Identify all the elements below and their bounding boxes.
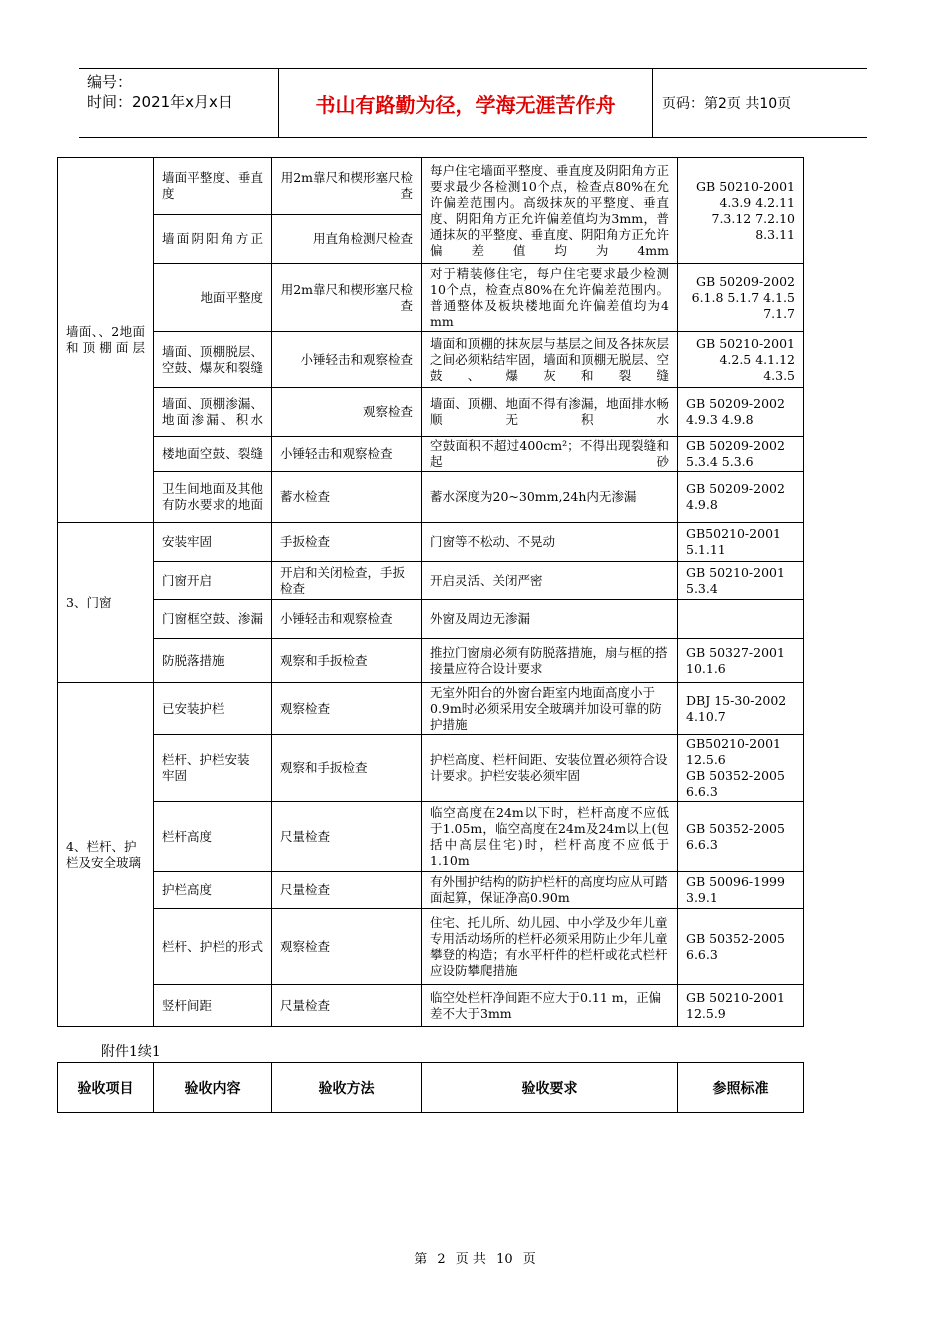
check-content: 墙面阴阳角方正	[154, 215, 272, 264]
reference-standard: GB 50352-2005 6.6.3	[678, 909, 804, 985]
check-requirement: 蓄水深度为20~30mm,24h内无渗漏	[422, 472, 678, 523]
check-method: 观察检查	[272, 683, 422, 735]
reference-standard: GB50210-2001 12.5.6 GB 50352-2005 6.6.3	[678, 735, 804, 802]
check-method: 尺量检查	[272, 985, 422, 1027]
reference-standard: GB 50327-2001 10.1.6	[678, 639, 804, 683]
check-method: 小锤轻击和观察检查	[272, 332, 422, 388]
check-requirement: 门窗等不松动、不晃动	[422, 523, 678, 562]
group-name: 4、栏杆、护栏及安全玻璃	[58, 683, 154, 1027]
check-content: 墙面平整度、垂直度	[154, 158, 272, 215]
header-meta	[79, 69, 279, 137]
check-method: 小锤轻击和观察检查	[272, 437, 422, 472]
reference-standard: GB 50210-2001 12.5.9	[678, 985, 804, 1027]
table-row	[58, 872, 804, 909]
table-row	[58, 523, 804, 562]
check-method: 观察和手扳检查	[272, 735, 422, 802]
check-requirement: 外窗及周边无渗漏	[422, 600, 678, 639]
check-method: 观察检查	[272, 909, 422, 985]
table-row	[58, 562, 804, 600]
check-content: 栏杆、护栏安装 牢固	[154, 735, 272, 802]
col-header-method: 验收方法	[272, 1063, 422, 1113]
table-row	[58, 472, 804, 523]
check-content: 门窗开启	[154, 562, 272, 600]
check-method: 用2m靠尺和楔形塞尺检查	[272, 264, 422, 332]
table-row	[58, 735, 804, 802]
attachment-label: 附件1续1	[101, 1044, 161, 1060]
reference-standard: GB50210-2001 5.1.11	[678, 523, 804, 562]
group-name: 墙面、、2地面和顶棚面层	[58, 158, 154, 523]
check-method: 小锤轻击和观察检查	[272, 600, 422, 639]
check-content: 门窗框空鼓、渗漏	[154, 600, 272, 639]
check-content: 栏杆高度	[154, 802, 272, 872]
check-content: 地面平整度	[154, 264, 272, 332]
check-requirement: 住宅、托儿所、幼儿园、中小学及少年儿童专用活动场所的栏杆必须采用防止少年儿童攀登的构造；有水平杆件的栏杆或花式栏杆应设防攀爬措施	[422, 909, 678, 985]
check-requirement: 每户住宅墙面平整度、垂直度及阴阳角方正要求最少各检测10个点，检查点80%在允许偏差范围内。高级抹灰的平整度、垂直度、阴阳角方正允许偏差值均为3mm，普通抹灰的平整度、垂直度、阴阳角方正允许偏差值均为4mm	[422, 158, 678, 264]
check-method: 观察和手扳检查	[272, 639, 422, 683]
inspection-table	[57, 157, 804, 1027]
continuation-header-table	[57, 1062, 804, 1113]
check-requirement: 墙面、顶棚、地面不得有渗漏，地面排水畅顺无积水	[422, 388, 678, 437]
reference-standard	[678, 600, 804, 639]
reference-standard: GB 50210-2001 4.3.9 4.2.11 7.3.12 7.2.10 8.3.11	[678, 158, 804, 264]
table-row	[58, 802, 804, 872]
check-method: 观察检查	[272, 388, 422, 437]
page-footer-pre: 第	[414, 1252, 428, 1267]
check-requirement: 对于精装修住宅，每户住宅要求最少检测10个点，检查点80%在允许偏差范围内。普通整体及板块楼地面允许偏差值均为4 mm	[422, 264, 678, 332]
col-header-requirement: 验收要求	[422, 1063, 678, 1113]
table-row	[58, 639, 804, 683]
page-header	[79, 68, 867, 138]
check-content: 已安装护栏	[154, 683, 272, 735]
reference-standard: GB 50209-2002 4.9.3 4.9.8	[678, 388, 804, 437]
check-requirement: 临空处栏杆净间距不应大于0.11 m，正偏差不大于3mm	[422, 985, 678, 1027]
table-row	[58, 332, 804, 388]
check-method: 开启和关闭检查，手扳检查	[272, 562, 422, 600]
check-content: 楼地面空鼓、裂缝	[154, 437, 272, 472]
check-requirement: 无室外阳台的外窗台距室内地面高度小于0.9m时必须采用安全玻璃并加设可靠的防护措施	[422, 683, 678, 735]
check-requirement: 护栏高度、栏杆间距、安装位置必须符合设计要求。护栏安装必须牢固	[422, 735, 678, 802]
check-requirement: 推拉门窗扇必须有防脱落措施，扇与框的搭接量应符合设计要求	[422, 639, 678, 683]
header-row	[58, 1063, 804, 1113]
group-name: 3、门窗	[58, 523, 154, 683]
check-requirement: 临空高度在24m以下时，栏杆高度不应低于1.05m，临空高度在24m及24m以上(包括中高层住宅)时，栏杆高度不应低于1.10m	[422, 802, 678, 872]
check-method: 蓄水检查	[272, 472, 422, 523]
reference-standard: GB 50352-2005 6.6.3	[678, 802, 804, 872]
table-row	[58, 600, 804, 639]
check-content: 墙面、顶棚脱层、空鼓、爆灰和裂缝	[154, 332, 272, 388]
table-row	[58, 683, 804, 735]
reference-standard: GB 50096-1999 3.9.1	[678, 872, 804, 909]
reference-standard: GB 50209-2002 4.9.8	[678, 472, 804, 523]
reference-standard: GB 50210-2001 4.2.5 4.1.12 4.3.5	[678, 332, 804, 388]
table-row	[58, 909, 804, 985]
check-content: 护栏高度	[154, 872, 272, 909]
table-row	[58, 158, 804, 215]
table-row	[58, 388, 804, 437]
reference-standard: GB 50209-2002 5.3.4 5.3.6	[678, 437, 804, 472]
reference-standard: GB 50210-2001 5.3.4	[678, 562, 804, 600]
check-content: 栏杆、护栏的形式	[154, 909, 272, 985]
check-requirement: 开启灵活、关闭严密	[422, 562, 678, 600]
check-method: 尺量检查	[272, 872, 422, 909]
check-content: 卫生间地面及其他有防水要求的地面	[154, 472, 272, 523]
check-requirement: 墙面和顶棚的抹灰层与基层之间及各抹灰层之间必须粘结牢固，墙面和顶棚无脱层、空鼓、爆灰和裂缝	[422, 332, 678, 388]
check-method: 用2m靠尺和楔形塞尺检查	[272, 158, 422, 215]
check-method: 用直角检测尺检查	[272, 215, 422, 264]
check-method: 手扳检查	[272, 523, 422, 562]
col-header-standard: 参照标准	[678, 1063, 804, 1113]
check-content: 竖杆间距	[154, 985, 272, 1027]
page-footer-mid: 页 共	[455, 1252, 486, 1267]
page-footer	[0, 1248, 950, 1267]
table-row	[58, 985, 804, 1027]
header-page-code: 页码：第2页 共10页	[662, 96, 792, 112]
check-content: 安装牢固	[154, 523, 272, 562]
check-requirement: 有外围护结构的防护栏杆的高度均应从可踏面起算，保证净高0.90m	[422, 872, 678, 909]
reference-standard: DBJ 15-30-2002 4.10.7	[678, 683, 804, 735]
page-total: 10	[496, 1252, 513, 1267]
check-content: 防脱落措施	[154, 639, 272, 683]
table-row	[58, 264, 804, 332]
reference-standard: GB 50209-2002 6.1.8 5.1.7 4.1.5 7.1.7	[678, 264, 804, 332]
page-footer-post: 页	[522, 1252, 536, 1267]
check-content: 墙面、顶棚渗漏、地面渗漏、积水	[154, 388, 272, 437]
table-row	[58, 437, 804, 472]
col-header-item: 验收项目	[58, 1063, 154, 1113]
check-requirement: 空鼓面积不超过400cm²；不得出现裂缝和起砂	[422, 437, 678, 472]
col-header-content: 验收内容	[154, 1063, 272, 1113]
check-method: 尺量检查	[272, 802, 422, 872]
page-number: 2	[437, 1252, 446, 1267]
number-label: 编号：	[87, 73, 133, 91]
header-motto: 书山有路勤为径，学海无涯苦作舟	[279, 69, 653, 137]
time-label: 时间：2021年x月x日	[87, 93, 233, 111]
